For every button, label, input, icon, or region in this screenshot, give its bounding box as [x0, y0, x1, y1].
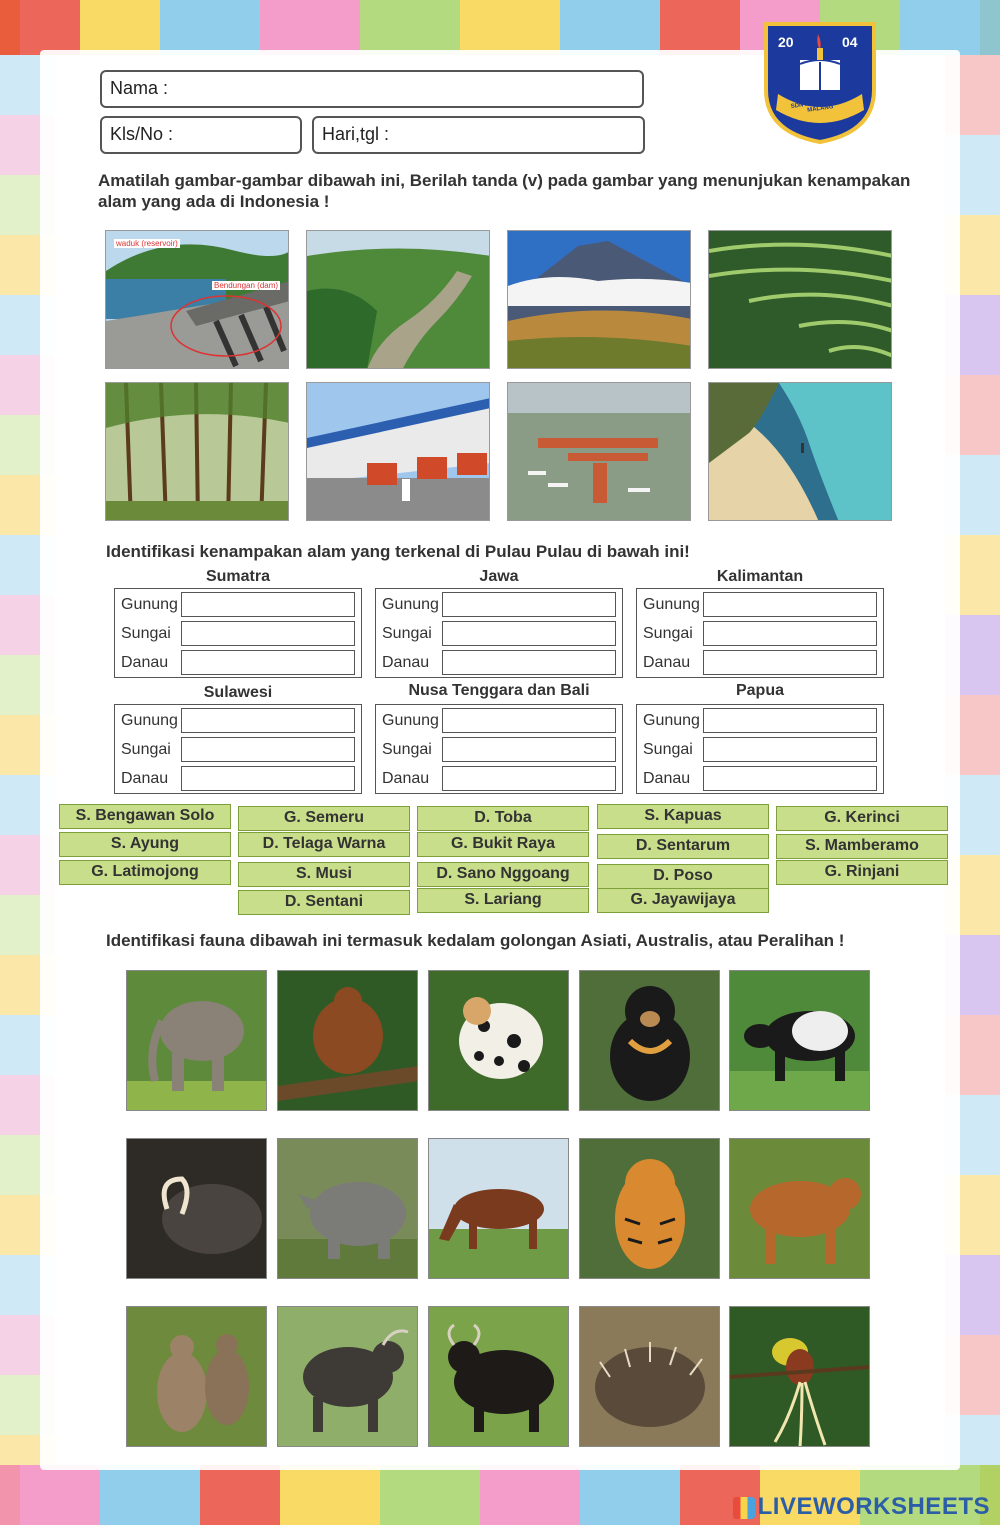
answer-chip[interactable]: G. Jayawijaya	[597, 888, 769, 913]
sumatra-sungai-input[interactable]	[181, 621, 355, 646]
kalimantan-danau-input[interactable]	[703, 650, 877, 675]
animal-tree-kangaroo[interactable]	[277, 970, 418, 1111]
animal-bird-of-paradise[interactable]	[729, 1306, 870, 1447]
animal-echidna[interactable]	[579, 1306, 720, 1447]
label-danau: Danau	[121, 654, 169, 671]
animal-gaur[interactable]	[428, 1306, 569, 1447]
label-danau: Danau	[121, 770, 169, 787]
label-gunung: Gunung	[121, 596, 178, 613]
animal-sun-bear[interactable]	[579, 970, 720, 1111]
ntb-sungai-input[interactable]	[442, 737, 616, 762]
photo-rice-terraces[interactable]	[708, 230, 892, 369]
label-sungai: Sungai	[643, 625, 693, 642]
photo-airport[interactable]	[507, 382, 691, 521]
logo-year-left: 20	[778, 34, 794, 50]
label-gunung: Gunung	[643, 712, 700, 729]
animal-rhinoceros[interactable]	[277, 1138, 418, 1279]
logo-year-right: 04	[842, 34, 858, 50]
region-title-sulawesi: Sulawesi	[203, 684, 273, 701]
sulawesi-gunung-input[interactable]	[181, 708, 355, 733]
region-box-sulawesi	[114, 704, 362, 794]
date-input[interactable]	[400, 124, 572, 145]
region-box-sumatra	[114, 588, 362, 678]
section2-instruction: Identifikasi kenampakan alam yang terkenal di Pulau Pulau di bawah ini!	[106, 542, 690, 561]
jawa-danau-input[interactable]	[442, 650, 616, 675]
label-danau: Danau	[382, 654, 430, 671]
answer-chip[interactable]: S. Bengawan Solo	[59, 804, 231, 829]
animal-horse[interactable]	[428, 1138, 569, 1279]
label-gunung: Gunung	[382, 596, 439, 613]
region-box-kalimantan	[636, 588, 884, 678]
region-title-nusa-tenggara-bali: Nusa Tenggara dan Bali	[408, 682, 590, 699]
answer-chip[interactable]: S. Lariang	[417, 888, 589, 913]
label-gunung: Gunung	[121, 712, 178, 729]
region-box-papua	[636, 704, 884, 794]
answer-chip[interactable]: G. Semeru	[238, 806, 410, 831]
liveworksheets-brand: LIVEWORKSHEETS	[757, 1493, 990, 1520]
label-sungai: Sungai	[382, 741, 432, 758]
answer-chip[interactable]: G. Latimojong	[59, 860, 231, 885]
label-sungai: Sungai	[121, 625, 171, 642]
name-input[interactable]	[179, 78, 493, 99]
answer-chip[interactable]: D. Poso	[597, 864, 769, 889]
answer-chip[interactable]: G. Bukit Raya	[417, 832, 589, 857]
photo-river-valley[interactable]	[306, 230, 490, 369]
answer-chip[interactable]: S. Ayung	[59, 832, 231, 857]
ntb-gunung-input[interactable]	[442, 708, 616, 733]
date-field[interactable]	[312, 116, 645, 154]
class-field[interactable]	[100, 116, 302, 154]
kalimantan-gunung-input[interactable]	[703, 592, 877, 617]
papua-gunung-input[interactable]	[703, 708, 877, 733]
region-title-sumatra: Sumatra	[205, 568, 271, 585]
answer-chip[interactable]: S. Mamberamo	[776, 834, 948, 859]
label-sungai: Sungai	[121, 741, 171, 758]
photo-dam-caption-dam: Bendungan (dam)	[214, 281, 279, 290]
region-title-papua: Papua	[735, 682, 784, 699]
ntb-danau-input[interactable]	[442, 766, 616, 791]
region-title-kalimantan: Kalimantan	[716, 568, 804, 585]
photo-volcano[interactable]	[507, 230, 691, 369]
papua-danau-input[interactable]	[703, 766, 877, 791]
sumatra-gunung-input[interactable]	[181, 592, 355, 617]
animal-banteng[interactable]	[729, 1138, 870, 1279]
photo-bus-terminal[interactable]	[306, 382, 490, 521]
animal-babirusa[interactable]	[126, 1138, 267, 1279]
name-field[interactable]	[100, 70, 644, 108]
jawa-sungai-input[interactable]	[442, 621, 616, 646]
label-sungai: Sungai	[382, 625, 432, 642]
liveworksheets-icon	[733, 1497, 755, 1519]
photo-dam[interactable]	[105, 230, 289, 369]
answer-chip[interactable]: S. Kapuas	[597, 804, 769, 829]
label-danau: Danau	[643, 654, 691, 671]
animal-wallaby[interactable]	[126, 1306, 267, 1447]
region-box-nusa-tenggara-bali	[375, 704, 623, 794]
region-box-jawa	[375, 588, 623, 678]
logo-text: SDN PERCOBAAN 2 MALANG	[790, 96, 849, 114]
answer-chip[interactable]: D. Toba	[417, 806, 589, 831]
liveworksheets-logo[interactable]	[733, 1493, 990, 1521]
class-label: Kls/No :	[110, 124, 174, 144]
answer-chip[interactable]: D. Sano Nggoang	[417, 862, 589, 887]
sulawesi-danau-input[interactable]	[181, 766, 355, 791]
label-danau: Danau	[643, 770, 691, 787]
answer-chip[interactable]: D. Sentarum	[597, 834, 769, 859]
animal-anoa[interactable]	[277, 1306, 418, 1447]
label-gunung: Gunung	[382, 712, 439, 729]
animal-tapir[interactable]	[729, 970, 870, 1111]
animal-cuscus[interactable]	[428, 970, 569, 1111]
label-danau: Danau	[382, 770, 430, 787]
label-gunung: Gunung	[643, 596, 700, 613]
answer-chip[interactable]: S. Musi	[238, 862, 410, 887]
answer-chip[interactable]: D. Sentani	[238, 890, 410, 915]
section1-instruction: Amatilah gambar-gambar dibawah ini, Berilah tanda (v) pada gambar yang menunjukan kenampakan alam yang ada di Indonesia !	[98, 171, 911, 211]
answer-chip[interactable]: D. Telaga Warna	[238, 832, 410, 857]
date-label: Hari,tgl :	[322, 124, 390, 144]
answer-chip[interactable]: G. Kerinci	[776, 806, 948, 831]
photo-pine-forest[interactable]	[105, 382, 289, 521]
kalimantan-sungai-input[interactable]	[703, 621, 877, 646]
region-title-jawa: Jawa	[479, 568, 519, 585]
answer-chip[interactable]: G. Rinjani	[776, 860, 948, 885]
animal-elephant[interactable]	[126, 970, 267, 1111]
name-label: Nama :	[110, 78, 169, 98]
photo-dam-caption-reservoir: waduk (reservoir)	[116, 239, 178, 248]
photo-beach[interactable]	[708, 382, 892, 521]
label-sungai: Sungai	[643, 741, 693, 758]
jawa-gunung-input[interactable]	[442, 592, 616, 617]
section3-instruction: Identifikasi fauna dibawah ini termasuk kedalam golongan Asiati, Australis, atau Peralihan !	[106, 931, 845, 950]
sulawesi-sungai-input[interactable]	[181, 737, 355, 762]
class-input[interactable]	[184, 124, 257, 145]
papua-sungai-input[interactable]	[703, 737, 877, 762]
sumatra-danau-input[interactable]	[181, 650, 355, 675]
animal-tiger[interactable]	[579, 1138, 720, 1279]
school-logo	[760, 20, 880, 145]
